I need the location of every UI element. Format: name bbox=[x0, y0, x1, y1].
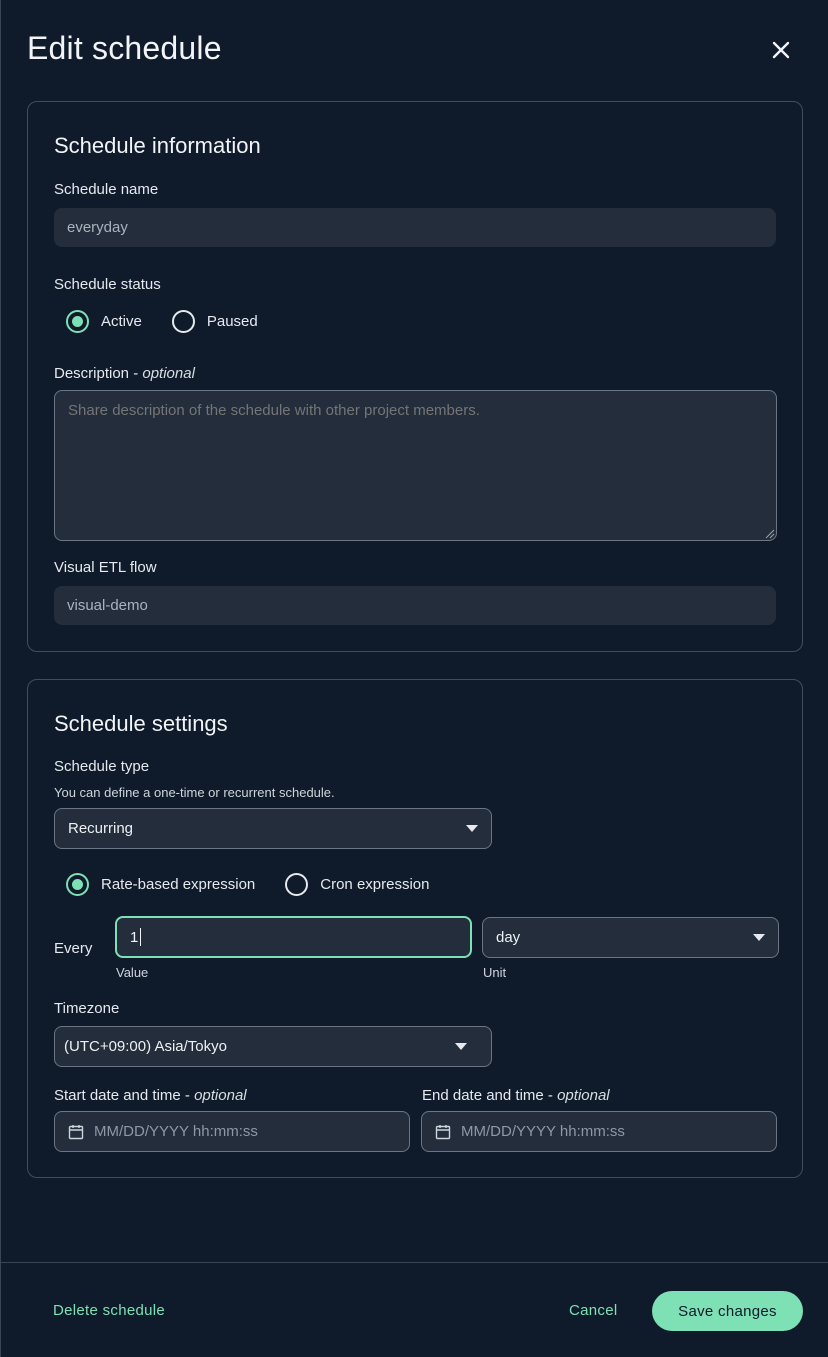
rate-unit-value: day bbox=[496, 929, 521, 946]
description-label-text: Description - bbox=[54, 365, 143, 382]
end-date-label-text: End date and time - bbox=[422, 1087, 558, 1104]
schedule-status-label: Schedule status bbox=[54, 276, 161, 293]
start-date-optional-text: optional bbox=[194, 1087, 247, 1104]
end-date-optional-text: optional bbox=[557, 1087, 610, 1104]
schedule-name-value: everyday bbox=[67, 219, 128, 236]
caret-down-icon bbox=[466, 825, 478, 832]
calendar-icon bbox=[68, 1124, 84, 1140]
modal-title: Edit schedule bbox=[27, 30, 222, 66]
every-label: Every bbox=[54, 940, 93, 957]
expression-type-radio-group bbox=[66, 873, 459, 896]
close-button[interactable] bbox=[767, 36, 795, 64]
expression-radio-rate[interactable] bbox=[66, 873, 255, 896]
radio-unchecked-icon bbox=[172, 310, 195, 333]
timezone-label: Timezone bbox=[54, 1000, 120, 1017]
schedule-settings-panel bbox=[27, 679, 803, 1178]
radio-unchecked-icon bbox=[285, 873, 308, 896]
expression-radio-cron-label: Cron expression bbox=[320, 876, 430, 893]
text-cursor bbox=[140, 928, 141, 946]
description-textarea[interactable] bbox=[54, 390, 777, 541]
delete-schedule-button[interactable]: Delete schedule bbox=[53, 1302, 166, 1319]
modal-footer bbox=[1, 1262, 828, 1357]
end-date-placeholder: MM/DD/YYYY hh:mm:ss bbox=[461, 1123, 625, 1140]
radio-checked-icon bbox=[66, 873, 89, 896]
rate-value-text: 1 bbox=[130, 928, 139, 946]
schedule-type-hint: You can define a one-time or recurrent schedule. bbox=[54, 785, 335, 800]
expression-radio-rate-label: Rate-based expression bbox=[101, 876, 256, 893]
calendar-icon bbox=[435, 1124, 451, 1140]
visual-etl-flow-field[interactable] bbox=[54, 586, 776, 625]
schedule-type-select[interactable] bbox=[54, 808, 492, 849]
start-date-label bbox=[54, 1087, 247, 1104]
status-radio-paused[interactable] bbox=[172, 310, 258, 333]
end-date-label bbox=[422, 1087, 610, 1104]
status-radio-paused-label: Paused bbox=[206, 313, 258, 330]
status-radio-active[interactable] bbox=[66, 310, 142, 333]
schedule-type-label: Schedule type bbox=[54, 758, 150, 775]
rate-unit-hint: Unit bbox=[483, 965, 507, 980]
close-icon bbox=[772, 41, 790, 59]
timezone-value: (UTC+09:00) Asia/Tokyo bbox=[64, 1038, 227, 1055]
radio-checked-icon bbox=[66, 310, 89, 333]
resize-grip-icon[interactable] bbox=[765, 529, 775, 539]
schedule-type-value: Recurring bbox=[68, 820, 134, 837]
visual-etl-flow-label: Visual ETL flow bbox=[54, 559, 157, 576]
start-date-placeholder: MM/DD/YYYY hh:mm:ss bbox=[94, 1123, 258, 1140]
expression-radio-cron[interactable] bbox=[285, 873, 429, 896]
schedule-information-panel bbox=[27, 101, 803, 652]
visual-etl-flow-value: visual-demo bbox=[67, 597, 148, 614]
cancel-button[interactable]: Cancel bbox=[569, 1302, 618, 1319]
start-date-label-text: Start date and time - bbox=[54, 1087, 195, 1104]
schedule-status-radio-group bbox=[66, 310, 288, 333]
status-radio-active-label: Active bbox=[101, 313, 142, 330]
rate-unit-select[interactable] bbox=[482, 917, 779, 958]
schedule-settings-title: Schedule settings bbox=[54, 711, 228, 736]
schedule-information-title: Schedule information bbox=[54, 133, 261, 158]
end-date-input[interactable] bbox=[421, 1111, 777, 1152]
caret-down-icon bbox=[455, 1043, 467, 1050]
timezone-select[interactable] bbox=[54, 1026, 492, 1067]
save-changes-button[interactable]: Save changes bbox=[652, 1291, 803, 1331]
rate-value-input[interactable] bbox=[115, 916, 472, 958]
caret-down-icon bbox=[753, 934, 765, 941]
schedule-name-label: Schedule name bbox=[54, 181, 159, 198]
description-optional-text: optional bbox=[142, 365, 195, 382]
description-label bbox=[54, 365, 195, 382]
start-date-input[interactable] bbox=[54, 1111, 410, 1152]
schedule-name-field[interactable] bbox=[54, 208, 776, 247]
rate-value-hint: Value bbox=[116, 965, 149, 980]
